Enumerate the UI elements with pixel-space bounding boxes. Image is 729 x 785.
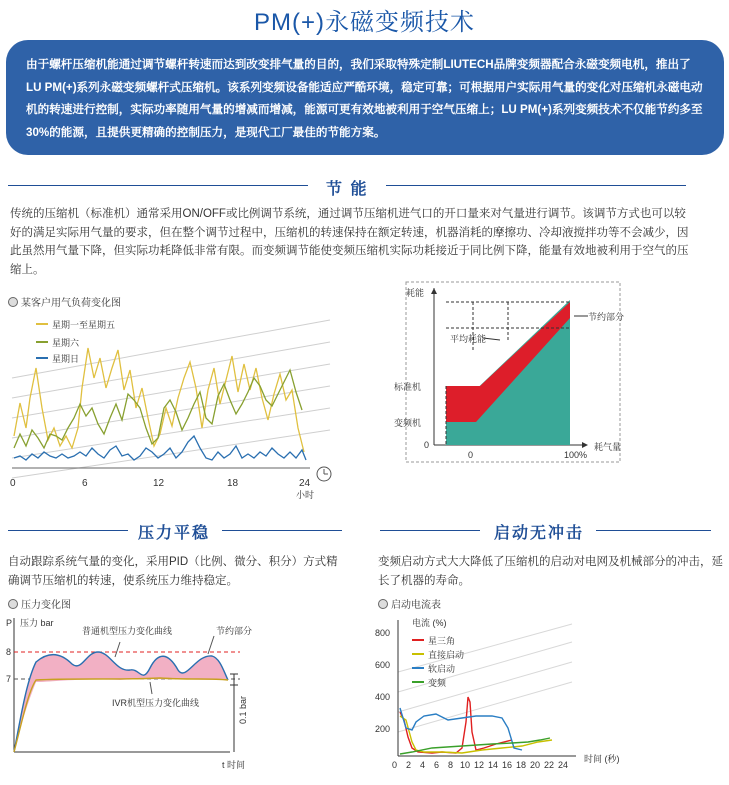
clock-icon [317, 467, 331, 481]
startup-xtick-14: 14 [488, 760, 499, 770]
standard-machine-label: 标准机 [394, 382, 422, 392]
startup-caption-text: 启动电流表 [391, 600, 441, 611]
legend-vfd: 变频 [428, 678, 447, 688]
legend-saturday: 星期六 [52, 338, 80, 348]
startup-xtick-22: 22 [544, 760, 555, 770]
startup-xtick-16: 16 [502, 760, 513, 770]
load-xtick-12: 12 [153, 478, 165, 489]
startup-xtick-2: 2 [406, 760, 412, 770]
startup-xtick-24: 24 [558, 760, 569, 770]
load-xunit: 小时 [296, 490, 315, 500]
pressure-axis-unit: 压力 bar [20, 618, 54, 628]
startup-caption [378, 596, 441, 611]
intro-text: 由于螺杆压缩机能通过调节螺杆转速而达到改变排气量的目的，我们采取特殊定制LIUTECH品牌变频器配合永磁变频电机，推出了LU PM(+)系列永磁变频螺杆式压缩机。该系列变频设备能适应严酷环境，稳定可靠；可根据用户实际用气量的变化对压缩机永磁电动机的转速进行控制，实际功率随用气量的增减而增减，能源可更有效地被利用于空气压缩上；LU PM(+)系列变频技术不仅能节约多至30%的能源，且提供更精确的控制压力，是现代工厂最佳的节能方案。 [26, 58, 703, 139]
average-power-label: 平均耗能 [450, 334, 487, 344]
caption-bullet-icon [8, 297, 18, 307]
load-caption-text: 某客户用气负荷变化图 [21, 298, 121, 309]
startup-xtick-0: 0 [392, 760, 398, 770]
startup-text: 变频启动方式大大降低了压缩机的启动对电网及机械部分的冲击，延长了机器的寿命。 [378, 556, 723, 587]
startup-xtick-4: 4 [420, 760, 426, 770]
load-xtick-0: 0 [10, 478, 16, 489]
legend-direct: 直接启动 [428, 650, 465, 660]
startup-xtick-20: 20 [530, 760, 541, 770]
normal-curve-label: 普通机型压力变化曲线 [82, 626, 173, 636]
startup-xtick-6: 6 [434, 760, 440, 770]
energy-heading: 节 能 [326, 181, 369, 198]
pressure-divider-right [222, 530, 342, 531]
startup-ytick-200: 200 [375, 724, 391, 734]
legend-star-delta: 星三角 [428, 636, 456, 646]
load-xtick-18: 18 [227, 478, 239, 489]
section-divider-right [386, 185, 686, 186]
startup-ytick-400: 400 [375, 692, 391, 702]
startup-current-chart [372, 612, 662, 782]
legend-weekday: 星期一至星期五 [52, 320, 116, 330]
caption-bullet-icon [378, 599, 388, 609]
intro-panel [6, 40, 724, 155]
legend-sunday: 星期日 [52, 354, 80, 364]
energy-text: 传统的压缩机（标准机）通常采用ON/OFF或比例调节系统，通过调节压缩机进气口的开口量来对气量进行调节。该调节方式也可以较好的满足实际用气量的要求，但在整个调节过程中，压缩机的转速保持在额定转速，机器消耗的摩擦功、冷却液搅拌功等不会减少，因此虽然用气量下降，但实际功耗降低非常有限。而变频调节能使变频压缩机实际功耗接近于同比例下降，能量有效地被利用于空气的压缩上。 [10, 208, 689, 276]
startup-xtick-8: 8 [448, 760, 454, 770]
saving-label: 节约部分 [588, 312, 625, 322]
startup-divider-left [380, 530, 480, 531]
caption-bullet-icon [8, 599, 18, 609]
load-xtick-6: 6 [82, 478, 88, 489]
pressure-tick-8: 8 [6, 647, 12, 657]
load-variation-chart [0, 308, 345, 503]
power-xlabel: 耗气量 [594, 442, 622, 452]
pressure-axis-p: P [6, 618, 13, 628]
startup-ytick-600: 600 [375, 660, 391, 670]
startup-xtick-12: 12 [474, 760, 485, 770]
pressure-saving-label: 节约部分 [216, 626, 253, 636]
pressure-caption [8, 596, 71, 611]
startup-xtick-10: 10 [460, 760, 471, 770]
power-consumption-chart [388, 280, 638, 470]
power-y0: 0 [424, 440, 430, 450]
startup-ylabel: 电流 (%) [412, 618, 447, 628]
page-title: PM(+)永磁变频技术 [254, 9, 475, 36]
startup-xtick-18: 18 [516, 760, 527, 770]
startup-divider-right [596, 530, 711, 531]
legend-soft: 软启动 [428, 664, 456, 674]
pressure-xlabel: t 时间 [222, 760, 246, 770]
pressure-tick-7: 7 [6, 674, 12, 684]
power-x0: 0 [468, 450, 474, 460]
pressure-text: 自动跟踪系统气量的变化，采用PID（比例、微分、积分）方式精确调节压缩机的转速，使系统压力维持稳定。 [8, 556, 338, 587]
pressure-chart [0, 612, 275, 782]
startup-ytick-800: 800 [375, 628, 391, 638]
pressure-band-label: 0.1 bar [238, 695, 248, 724]
startup-heading: 启动无冲击 [494, 525, 585, 542]
power-ylabel: 耗能 [405, 288, 424, 298]
vfd-machine-label: 变频机 [394, 418, 422, 428]
pressure-divider-left [8, 530, 128, 531]
section-divider-left [8, 185, 308, 186]
power-x100: 100% [564, 450, 588, 460]
startup-xlabel: 时间 (秒) [584, 754, 620, 764]
ivr-curve-label: IVR机型压力变化曲线 [112, 698, 200, 708]
pressure-caption-text: 压力变化图 [21, 600, 71, 611]
pressure-heading: 压力平稳 [138, 525, 211, 542]
load-xtick-24: 24 [299, 478, 311, 489]
load-chart-caption [8, 294, 121, 309]
